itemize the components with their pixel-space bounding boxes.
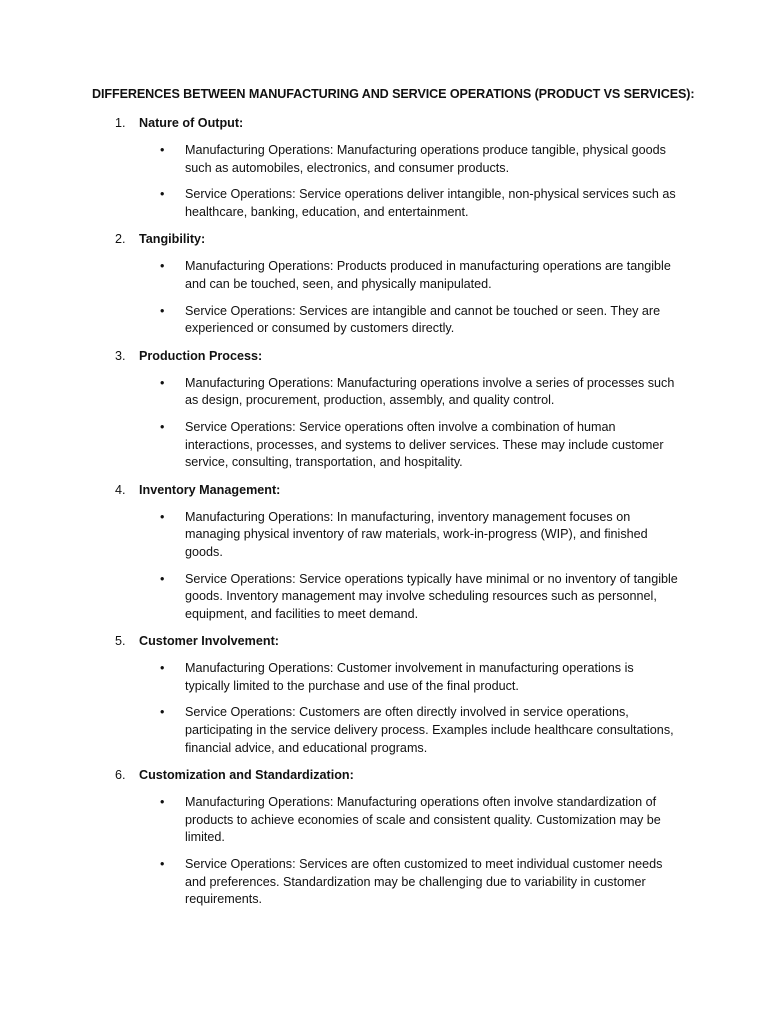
section-inventory-management <box>0 481 768 624</box>
list-item-text: Manufacturing Operations: In manufacturing, inventory management focuses on managing physical inventory of raw materials, work-in-progress (WIP), and finished goods. <box>185 509 648 559</box>
list-item-text: Manufacturing Operations: Manufacturing operations produce tangible, physical goods such as automobiles, electronics, and consumer products. <box>185 143 666 175</box>
list-item <box>0 794 768 847</box>
section-tangibility <box>0 230 768 337</box>
section-number: 3. <box>115 348 126 363</box>
section-number: 5. <box>115 634 126 649</box>
section-heading: Nature of Output: <box>139 116 244 130</box>
section-header <box>0 230 768 248</box>
document-title: DIFFERENCES BETWEEN MANUFACTURING AND SERVICE OPERATIONS (PRODUCT VS SERVICES): <box>92 87 695 101</box>
section-header <box>0 481 768 499</box>
list-item <box>0 258 768 293</box>
list-item <box>0 571 768 624</box>
list-item <box>0 419 768 472</box>
section-customization-and-standardization <box>0 766 768 909</box>
bullet-icon: • <box>160 571 165 586</box>
section-number: 6. <box>115 768 126 783</box>
section-header <box>0 114 768 132</box>
section-number: 4. <box>115 482 126 497</box>
bullet-icon: • <box>160 303 165 318</box>
list-item-text: Service Operations: Services are often customized to meet individual customer needs and preferences. Standardization may be challenging due to variability in customer requirements. <box>185 857 663 907</box>
list-item <box>0 704 768 757</box>
list-item-text: Manufacturing Operations: Manufacturing operations involve a series of processes such as design, procurement, production, assembly, and quality control. <box>185 375 675 408</box>
bullet-icon: • <box>160 419 165 434</box>
list-item <box>0 856 768 909</box>
section-heading: Customer Involvement: <box>139 634 279 649</box>
list-item-text: Manufacturing Operations: Customer involvement in manufacturing operations is typically limited to the purchase and use of the final product. <box>185 661 634 693</box>
list-item-text: Manufacturing Operations: Manufacturing operations often involve standardization of products to achieve economies of scale and consistent quality. Customization may be limited. <box>185 795 661 845</box>
section-heading: Tangibility: <box>139 232 206 247</box>
bullet-icon: • <box>160 795 165 810</box>
list-item-text: Service Operations: Service operations often involve a combination of human interactions, processes, and systems to deliver services. These may include customer service, consulting, transportation, and hospitality. <box>185 419 664 470</box>
bullet-icon: • <box>160 187 165 202</box>
list-item <box>0 142 768 177</box>
bullet-icon: • <box>160 857 165 872</box>
list-item-text: Service Operations: Customers are often directly involved in service operations, participating in the service delivery process. Examples include healthcare consultations, financial advice, and educational programs. <box>185 705 674 755</box>
section-number: 1. <box>115 116 126 130</box>
list-item-text: Manufacturing Operations: Products produced in manufacturing operations are tangible and can be touched, seen, and physically manipulated. <box>185 259 671 291</box>
list-item <box>0 303 768 338</box>
bullet-icon: • <box>160 661 165 676</box>
section-heading: Production Process: <box>139 348 263 363</box>
bullet-icon: • <box>160 259 165 274</box>
section-customer-involvement <box>0 632 768 757</box>
section-production-process <box>0 347 768 472</box>
list-item-text: Service Operations: Service operations deliver intangible, non-physical services such as healthcare, banking, education, and entertainment. <box>185 187 676 219</box>
list-item <box>0 660 768 695</box>
list-item <box>0 509 768 562</box>
section-header <box>0 632 768 650</box>
section-heading: Customization and Standardization: <box>139 768 354 783</box>
list-item <box>0 186 768 221</box>
section-list <box>0 114 768 918</box>
section-heading: Inventory Management: <box>139 482 281 497</box>
list-item-text: Service Operations: Services are intangible and cannot be touched or seen. They are experienced or consumed by customers directly. <box>185 303 661 336</box>
list-item-text: Service Operations: Service operations typically have minimal or no inventory of tangible goods. Inventory management may involve scheduling resources such as personnel, equipment, and facilities to meet demand. <box>185 571 678 621</box>
bullet-icon: • <box>160 705 165 720</box>
list-item <box>0 375 768 410</box>
section-nature-of-output <box>0 114 768 221</box>
bullet-icon: • <box>160 375 165 390</box>
section-header <box>0 766 768 784</box>
section-number: 2. <box>115 232 126 247</box>
bullet-icon: • <box>160 143 165 157</box>
section-header <box>0 347 768 365</box>
bullet-icon: • <box>160 509 165 524</box>
